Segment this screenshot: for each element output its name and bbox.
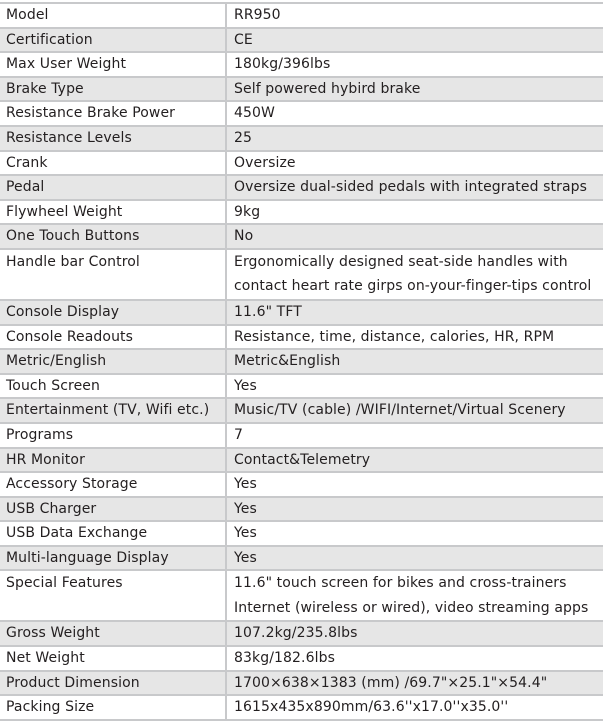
spec-value (226, 695, 603, 720)
table-row (0, 521, 603, 546)
spec-value-line: Resistance, time, distance, calories, HR, RPM (234, 328, 555, 345)
spec-label: Touch Screen (0, 374, 226, 399)
spec-value-line: 11.6" touch screen for bikes and cross-trainers (234, 575, 567, 592)
table-row (0, 349, 603, 374)
spec-value (226, 570, 603, 621)
spec-value-line: 11.6" TFT (234, 303, 302, 320)
spec-label: Model (0, 3, 226, 28)
spec-value-line: 9kg (234, 203, 261, 220)
spec-value-line: Oversize (234, 154, 296, 171)
spec-label: Pedal (0, 175, 226, 200)
spec-label: Console Display (0, 300, 226, 325)
table-row (0, 175, 603, 200)
table-row (0, 249, 603, 300)
table-row (0, 325, 603, 350)
spec-value (226, 621, 603, 646)
spec-value (226, 300, 603, 325)
table-row (0, 472, 603, 497)
table-row (0, 374, 603, 399)
table-row (0, 52, 603, 77)
spec-label: Brake Type (0, 77, 226, 102)
spec-value (226, 224, 603, 249)
spec-value (226, 423, 603, 448)
spec-value-line: 107.2kg/235.8lbs (234, 625, 358, 642)
spec-label: Accessory Storage (0, 472, 226, 497)
spec-label: Programs (0, 423, 226, 448)
spec-value (226, 472, 603, 497)
spec-value (226, 3, 603, 28)
spec-label: USB Charger (0, 497, 226, 522)
spec-label: Console Readouts (0, 325, 226, 350)
spec-value-line: CE (234, 31, 253, 48)
table-row (0, 101, 603, 126)
spec-value-line: No (234, 228, 254, 245)
spec-value (226, 521, 603, 546)
spec-label: HR Monitor (0, 448, 226, 473)
table-row (0, 423, 603, 448)
spec-value (226, 126, 603, 151)
spec-value (226, 349, 603, 374)
spec-value (226, 200, 603, 225)
table-row (0, 546, 603, 571)
spec-value (226, 151, 603, 176)
spec-label: Resistance Levels (0, 126, 226, 151)
table-row (0, 28, 603, 53)
spec-label: Metric/English (0, 349, 226, 374)
spec-value-line: RR950 (234, 7, 281, 23)
spec-value-line: Yes (234, 377, 257, 394)
spec-value-line: Yes (234, 525, 257, 542)
table-row (0, 497, 603, 522)
spec-value (226, 374, 603, 399)
table-row (0, 695, 603, 720)
table-row (0, 300, 603, 325)
spec-value (226, 398, 603, 423)
spec-value (226, 28, 603, 53)
table-row (0, 671, 603, 696)
spec-value-line: 83kg/182.6lbs (234, 650, 335, 667)
spec-label: Resistance Brake Power (0, 101, 226, 126)
spec-table (0, 2, 603, 721)
spec-value-line: 1700×638×1383 (mm) /69.7"×25.1"×54.4" (234, 674, 548, 691)
table-row (0, 77, 603, 102)
spec-value-line: Internet (wireless or wired), video streaming apps (234, 599, 589, 616)
table-row (0, 200, 603, 225)
spec-value (226, 671, 603, 696)
spec-label: Gross Weight (0, 621, 226, 646)
spec-value-line: Ergonomically designed seat-side handles with (234, 253, 568, 270)
spec-value (226, 546, 603, 571)
spec-value (226, 175, 603, 200)
spec-label: Flywheel Weight (0, 200, 226, 225)
table-row (0, 646, 603, 671)
spec-label: Net Weight (0, 646, 226, 671)
spec-label: Certification (0, 28, 226, 53)
spec-value-line: Music/TV (cable) /WIFI/Internet/Virtual Scenery (234, 402, 566, 419)
table-row (0, 3, 603, 28)
spec-value-line: 180kg/396lbs (234, 56, 331, 73)
table-row (0, 570, 603, 621)
spec-label: USB Data Exchange (0, 521, 226, 546)
spec-value-line: 25 (234, 129, 253, 146)
spec-label: Multi-language Display (0, 546, 226, 571)
spec-label: Max User Weight (0, 52, 226, 77)
table-row (0, 224, 603, 249)
spec-value-line: Oversize dual-sided pedals with integrated straps (234, 179, 588, 196)
spec-value-line: 1615x435x890mm/63.6''x17.0''x35.0'' (234, 699, 509, 716)
spec-value (226, 101, 603, 126)
spec-value-line: Yes (234, 476, 257, 493)
table-row (0, 398, 603, 423)
spec-value (226, 77, 603, 102)
spec-value-line: Self powered hybird brake (234, 80, 421, 97)
spec-label: Entertainment (TV, Wifi etc.) (0, 398, 226, 423)
spec-label: Packing Size (0, 695, 226, 720)
spec-value (226, 325, 603, 350)
spec-label: Product Dimension (0, 671, 226, 696)
spec-value-line: Contact&Telemetry (234, 451, 371, 468)
spec-label: One Touch Buttons (0, 224, 226, 249)
spec-value (226, 52, 603, 77)
spec-label: Crank (0, 151, 226, 176)
spec-value (226, 448, 603, 473)
spec-value-line: 450W (234, 105, 275, 122)
spec-value (226, 646, 603, 671)
spec-value (226, 249, 603, 300)
spec-label: Special Features (0, 570, 226, 621)
spec-value-line: Yes (234, 549, 257, 566)
table-row (0, 621, 603, 646)
spec-label: Handle bar Control (0, 249, 226, 300)
table-row (0, 126, 603, 151)
spec-value (226, 497, 603, 522)
spec-table-body (0, 3, 603, 720)
spec-value-line: contact heart rate girps on-your-finger-tips control (234, 278, 592, 295)
table-row (0, 448, 603, 473)
table-row (0, 151, 603, 176)
spec-value-line: 7 (234, 426, 244, 443)
spec-value-line: Metric&English (234, 353, 341, 370)
spec-value-line: Yes (234, 500, 257, 517)
